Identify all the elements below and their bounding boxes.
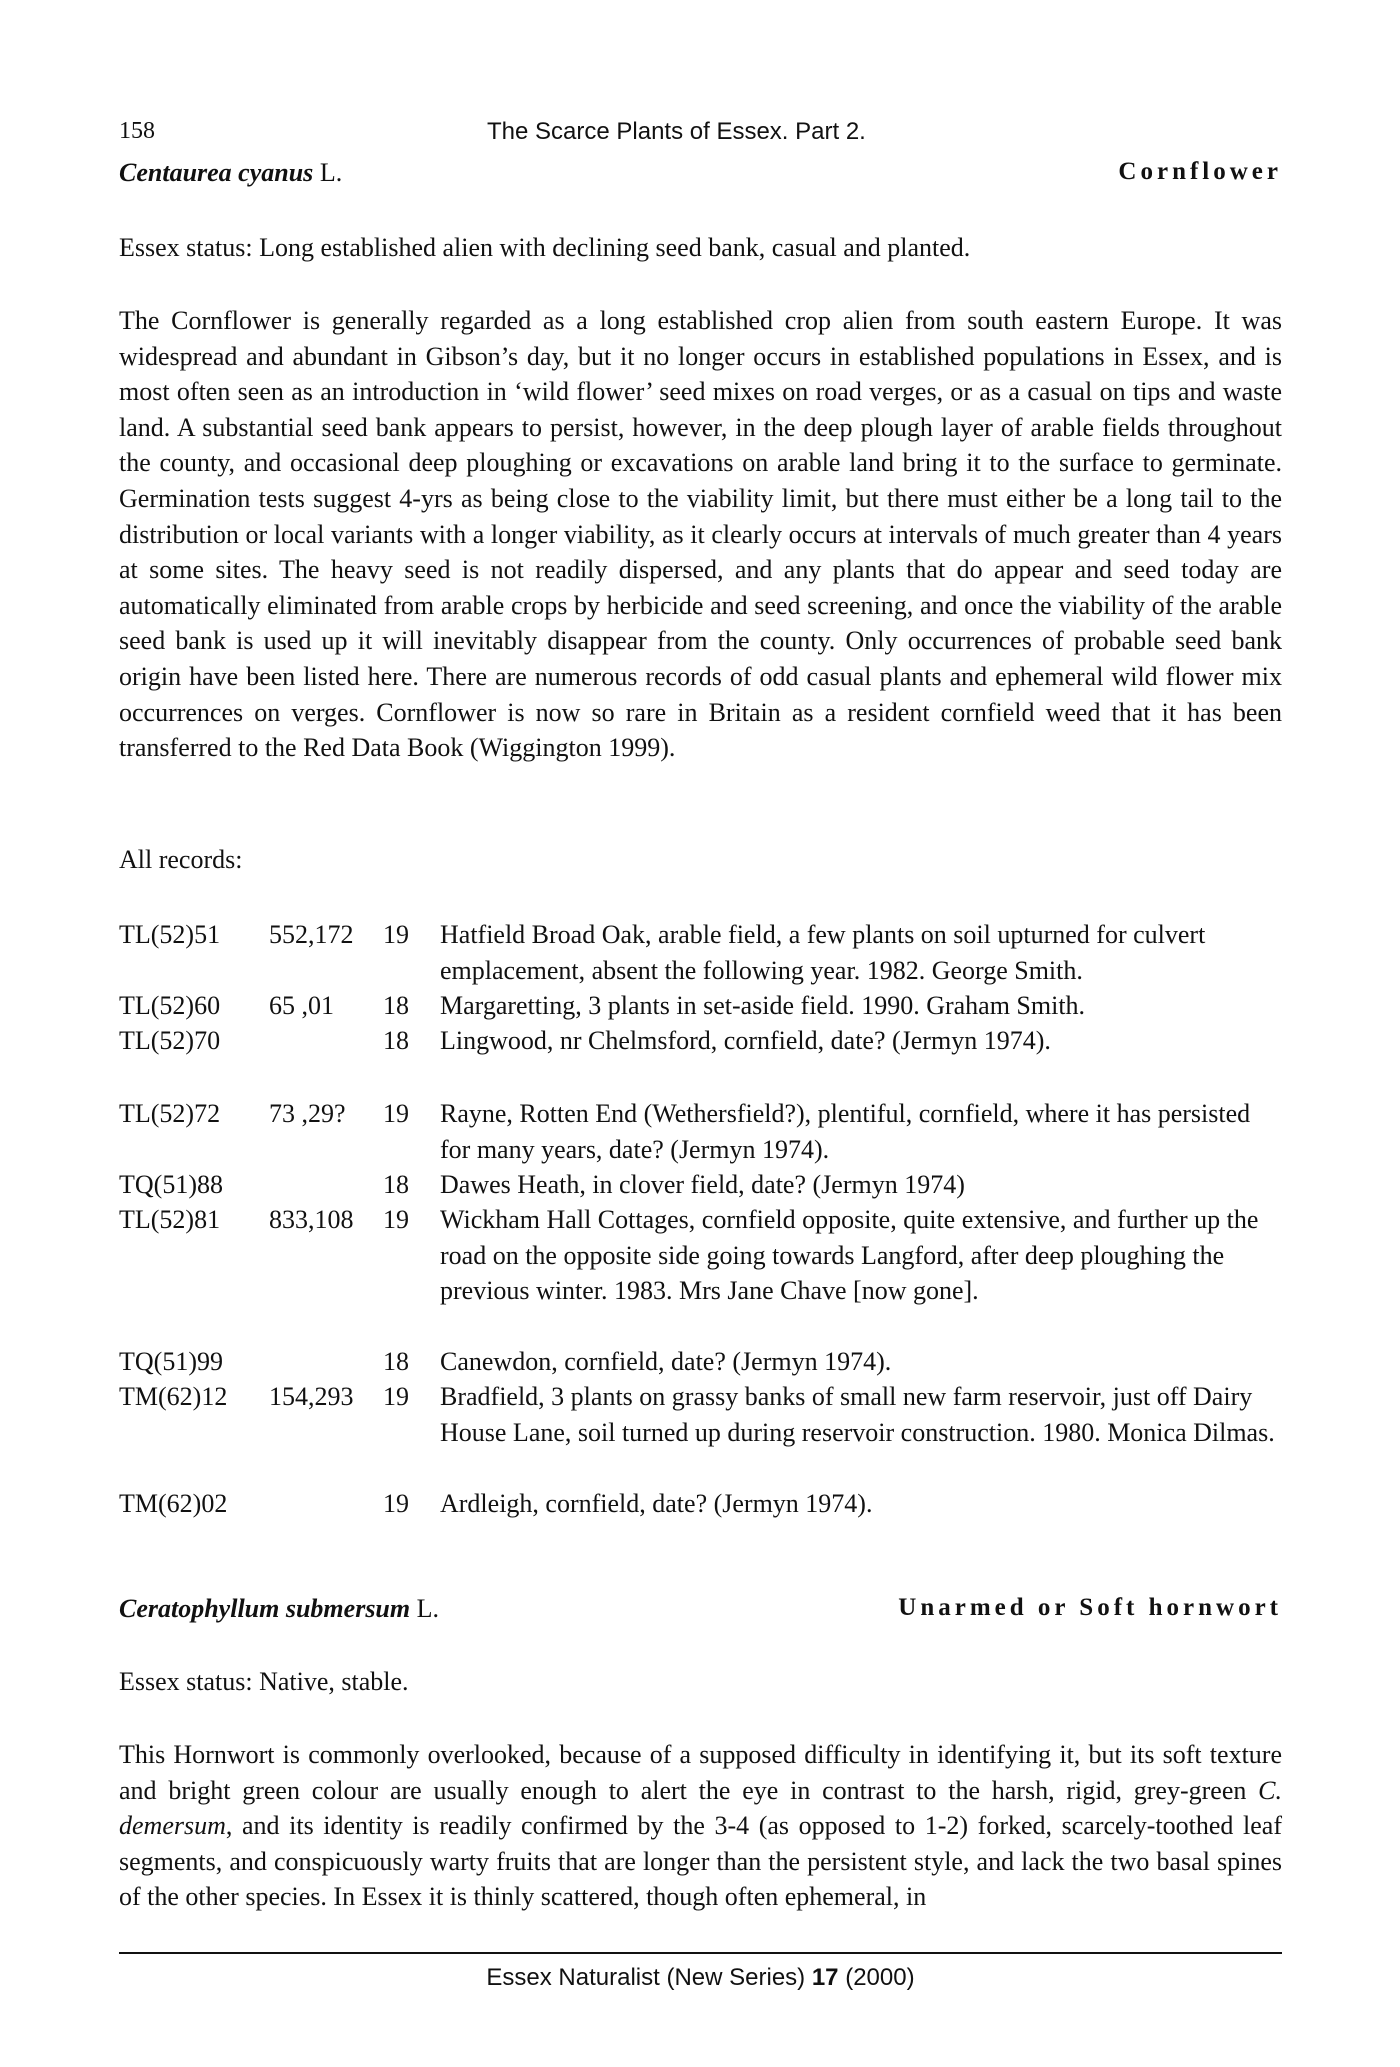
species-reference: C. demersum [119,1775,1282,1841]
record-century: 19 [383,1489,409,1518]
journal-name: Essex Naturalist (New Series) [486,1964,812,1991]
record-grid-ref: 73 ,29? [269,1099,346,1128]
binomial: Ceratophyllum submersum [119,1594,411,1623]
record-grid-ref: 65 ,01 [269,991,334,1020]
record-details: Dawes Heath, in clover field, date? (Jermyn 1974) [440,1170,965,1199]
record-century: 18 [383,1170,409,1199]
records-label: All records: [119,845,243,874]
scientific-name [119,158,342,188]
record-details: Wickham Hall Cottages, cornfield opposite, quite extensive, and further up the road on the opposite side going towards Langford, after deep ploughing the previous winter. 1983. Mrs Jane Chave [now gone]. [440,1205,1259,1305]
description-text-continued: , and its identity is readily confirmed by the 3-4 (as opposed to 1-2) forked, scarcely-toothed leaf segments, and conspicuously warty fruits that are longer than the persistent style, and lack the two basal spines of the other species. In Essex it is thinly scattered, though often ephemeral, in [119,1811,1282,1912]
record-square: TL(52)60 [119,991,221,1020]
species-description: The Cornflower is generally regarded as a long established crop alien from south eastern Europe. It was widespread and abundant in Gibson’s day, but it no longer occurs in established populations in Essex, and is most often seen as an introduction in ‘wild flower’ seed mixes on road verges, or as a casual on tips and waste land. A substantial seed bank appears to persist, however, in the deep plough layer of arable fields throughout the county, and occasional deep ploughing or excavations on arable land bring it to the surface to germinate. Germination tests suggest 4-yrs as being close to the viability limit, but there must either be a long tail to the distribution or local variants with a longer viability, as it clearly occurs at intervals of much greater than 4 years at some sites. The heavy seed is not readily dispersed, and any plants that do appear and seed today are automatically eliminated from arable crops by herbicide and seed screening, and once the viability of the arable seed bank is used up it will inevitably disappear from the county. Only occurrences of probable seed bank origin have been listed here. There are numerous records of odd casual plants and ephemeral wild flower mix occurrences on verges. Cornflower is now so rare in Britain as a resident cornfield weed that it has been transferred to the Red Data Book (Wiggington 1999). [119,306,1282,763]
running-title: The Scarce Plants of Essex. Part 2. [487,118,866,145]
record-square: TL(52)81 [119,1205,221,1234]
species-heading-ceratophyllum [119,1594,1282,1628]
record-century: 19 [383,1382,409,1411]
authority: L. [313,158,343,187]
record-details: Rayne, Rotten End (Wethersfield?), plentiful, cornfield, where it has persisted for many years, date? (Jermyn 1974). [440,1099,1251,1164]
common-name: Unarmed or Soft hornwort [898,1594,1282,1621]
record-century: 18 [383,1026,409,1055]
record-square: TL(52)72 [119,1099,221,1128]
species-description [119,1737,1282,1915]
essex-status: Essex status: Long established alien with declining seed bank, casual and planted. [119,233,971,262]
record-details: Hatfield Broad Oak, arable field, a few plants on soil upturned for culvert emplacement, absent the following year. 1982. George Smith. [440,920,1206,985]
footer-rule [119,1952,1282,1954]
document-page [119,0,1282,2067]
record-details: Canewdon, cornfield, date? (Jermyn 1974). [440,1347,892,1376]
record-century: 18 [383,1347,409,1376]
binomial: Centaurea cyanus [119,158,314,187]
record-square: TM(62)12 [119,1382,228,1411]
record-details: Margaretting, 3 plants in set-aside field. 1990. Graham Smith. [440,991,1086,1020]
running-header [119,118,1282,148]
record-grid-ref: 552,172 [269,920,354,949]
record-square: TQ(51)99 [119,1347,223,1376]
record-square: TM(62)02 [119,1489,228,1518]
record-century: 18 [383,991,409,1020]
volume-year: (2000) [838,1964,915,1991]
common-name: Cornflower [1118,158,1282,185]
record-grid-ref: 154,293 [269,1382,354,1411]
authority: L. [410,1594,440,1623]
essex-status: Essex status: Native, stable. [119,1667,409,1696]
record-grid-ref: 833,108 [269,1205,354,1234]
species-heading-centaurea [119,158,1282,192]
record-square: TL(52)70 [119,1026,221,1055]
record-square: TQ(51)88 [119,1170,223,1199]
record-details: Lingwood, nr Chelmsford, cornfield, date? (Jermyn 1974). [440,1026,1051,1055]
page-footer [119,1964,1282,1992]
page-number: 158 [119,118,155,144]
record-century: 19 [383,1205,409,1234]
record-details: Ardleigh, cornfield, date? (Jermyn 1974). [440,1489,873,1518]
record-century: 19 [383,1099,409,1128]
description-text: This Hornwort is commonly overlooked, because of a supposed difficulty in identifying it, but its soft texture and bright green colour are usually enough to alert the eye in contrast to the harsh, rigid, grey-green [119,1740,1282,1805]
scientific-name [119,1594,439,1624]
record-square: TL(52)51 [119,920,221,949]
volume-number: 17 [811,1964,839,1991]
record-century: 19 [383,920,409,949]
record-details: Bradfield, 3 plants on grassy banks of small new farm reservoir, just off Dairy House Lane, soil turned up during reservoir construction. 1980. Monica Dilmas. [440,1382,1275,1447]
